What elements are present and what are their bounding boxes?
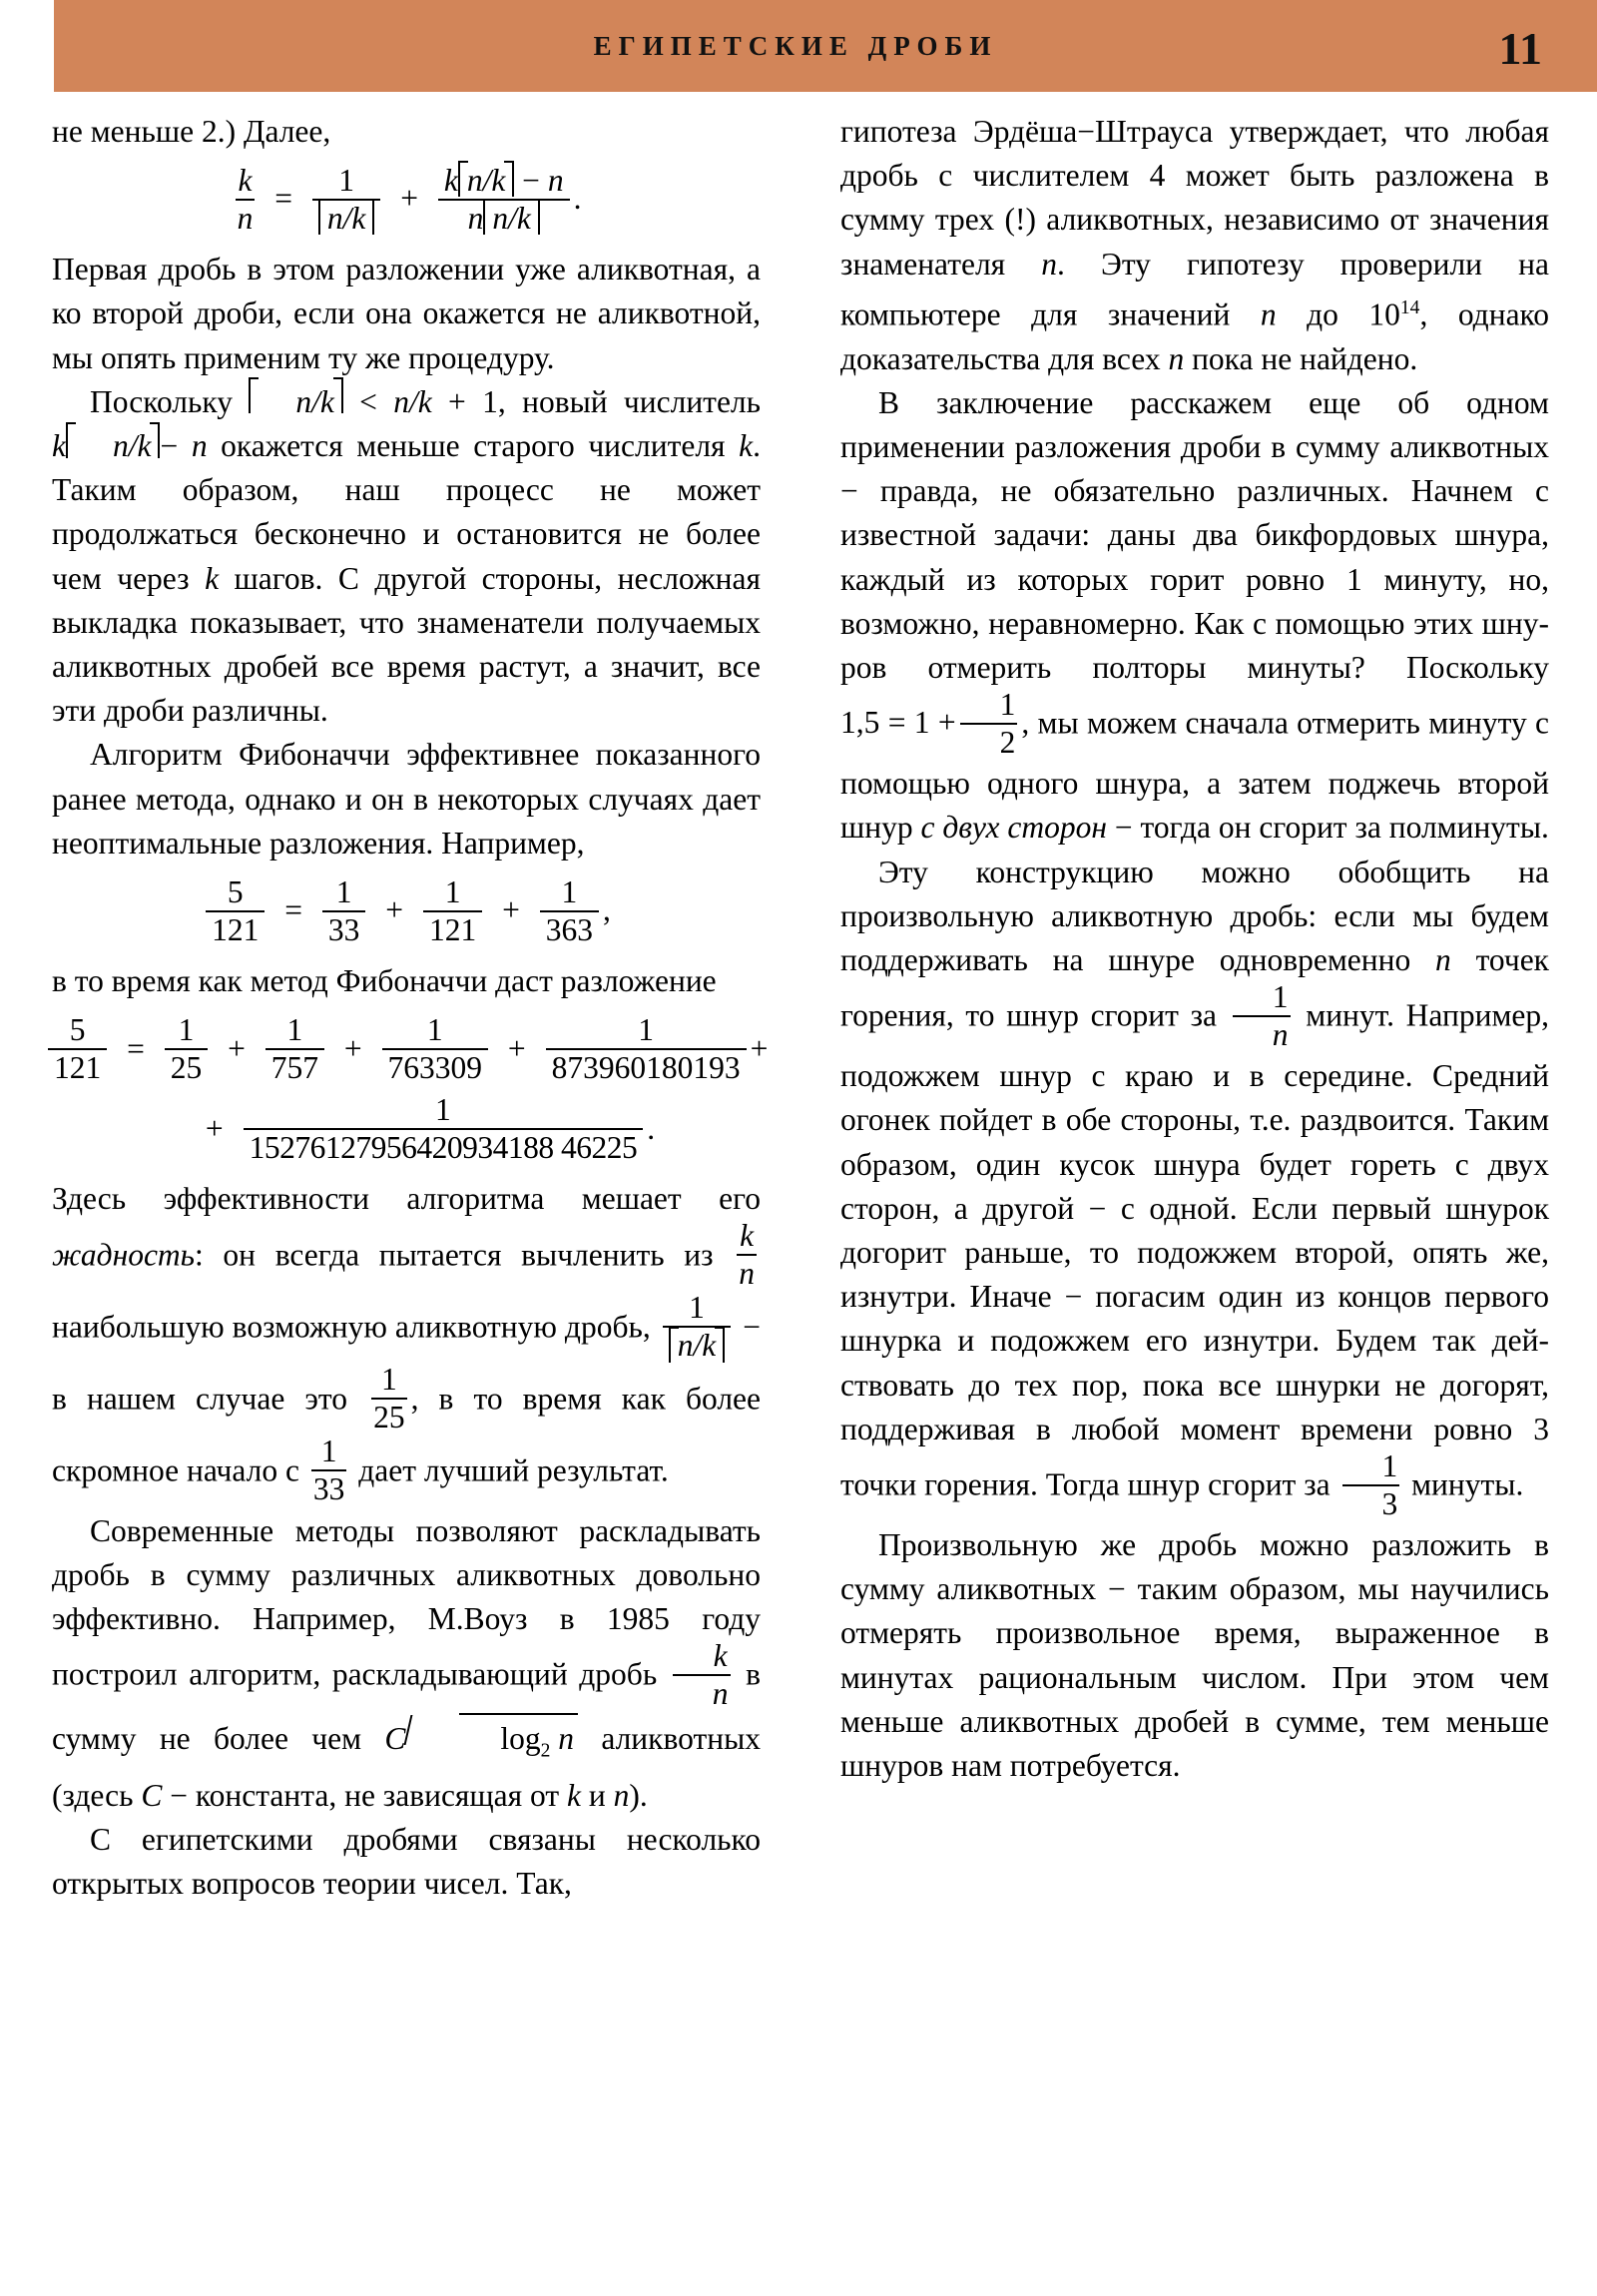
- paragraph-generalization: [840, 851, 1549, 1524]
- r1-exponent: 14: [1399, 296, 1420, 318]
- p7-text-a: Современные методы позволяют раскладывать дробь в сумму различных аликвотных довольно эффективно. Например, М.Воуз в 1985 году построил алгоритм, раскладывающий дробь: [52, 1512, 761, 1692]
- formula3-r1t0-den: 25: [170, 1049, 203, 1085]
- r2-text-c: − тогда он сгорит за полминуты.: [1107, 810, 1549, 846]
- formula3-r1t1-num: 1: [286, 1011, 303, 1047]
- inline-frac-1-33: [311, 1435, 347, 1506]
- p6-text-e: , в то время как более скромное начало с: [52, 1380, 761, 1487]
- formula3-plus-1: +: [228, 1030, 246, 1066]
- p7-var-c: C: [141, 1777, 163, 1813]
- paragraph-whereas-fibonacci: в то время как метод Фибоначчи даст разложение: [52, 963, 717, 999]
- r3-text-c: минут. Например, подожжем шнур с краю и в середине. Средний огонек пойдет в обе стороны, т.е. раздвоится. Таким образом, один кусок шнура будет гореть с двух сторон, а другой − с одной. Если первый шнурок догорит раньше, то подожжем второй, опять же, изнутри. Иначе − погасим один из концов первого шнурка и подожжем его изнутри. Будем так действовать до тех пор, пока все шнурки не догорят, поддерживая в любой момент времени ровно 3 точки горения. Тогда шнур сгорит за: [840, 997, 1549, 1502]
- r2-math-lhs: 1,5 = 1 +: [840, 705, 956, 741]
- formula2-t0-den: 33: [327, 911, 360, 947]
- p7-var-n: n: [613, 1777, 630, 1813]
- right-column: [840, 110, 1549, 1906]
- formula2-plus-1: +: [385, 892, 404, 928]
- ceiling-bracket: n/k: [483, 202, 539, 236]
- paragraph-greediness: [52, 1177, 761, 1508]
- inline-math-ceil-ineq: n/k < n/k + 1: [249, 384, 498, 419]
- body-columns: [0, 110, 1597, 1906]
- p7-text-e: и: [580, 1777, 614, 1813]
- p6-text-f: дает лучший результат.: [350, 1451, 669, 1487]
- formula2-lhs-den: 121: [212, 911, 260, 947]
- paragraph-fuses-problem: [840, 381, 1549, 851]
- r3-frac1-num: 1: [1272, 978, 1289, 1014]
- p6-text-a: Здесь эффективности алгоритма мешает его: [52, 1181, 761, 1217]
- r2-text-a: В заключение расскажем еще об одном применении разложения дроби в сумму аликвотных − правда, не обязательно различных. Начнем с известной задачи: даны два бикфордовых шнура, каждый из которых горит ровно 1 минуту, но, возможно, неравномерно. Как с помощью этих шнуров отмерить полторы минуты? Поскольку: [840, 384, 1549, 685]
- page-number: 11: [1498, 23, 1542, 74]
- formula-5-121-optimal: [52, 873, 761, 949]
- formula2-t1-den: 121: [428, 911, 477, 947]
- formula3-r1t1-den: 757: [270, 1049, 319, 1085]
- paragraph-first-fraction: Первая дробь в этом разложении уже аликвотная, а ко второй дроби, если она окажется не аликвотной, мы опять применим ту же процедуру.: [52, 252, 761, 375]
- r3-frac2-num: 1: [1381, 1447, 1398, 1483]
- inline-frac-k-n-2: [673, 1639, 731, 1711]
- paragraph-erdos-straus: [840, 110, 1549, 381]
- formula3-period: .: [647, 1110, 656, 1146]
- inline-frac-1-ceil: $\frac{1}{n/k}$: [663, 1291, 731, 1363]
- p6-frac4-den: 33: [312, 1471, 345, 1507]
- formula3-equals: =: [127, 1030, 145, 1066]
- p6-frac3-den: 25: [373, 1400, 405, 1435]
- r2-frac-den: 2: [999, 724, 1016, 760]
- formula2-t0-num: 1: [335, 873, 352, 909]
- paragraph-since: [52, 380, 761, 734]
- p3-text-d: . Таким образом, наш процесс не может продолжаться бесконечно и остановится не более чем через: [52, 428, 761, 596]
- formula1-plus: +: [400, 181, 418, 217]
- inline-frac-1-3: [1342, 1449, 1400, 1521]
- emphasis-both-ends: с двух сторон: [920, 810, 1107, 846]
- r3-frac2-den: 3: [1381, 1485, 1398, 1521]
- inline-math-c-sqrt-log: C $\log_2 n$: [384, 1721, 578, 1756]
- r1-var-n2: n: [1260, 296, 1277, 332]
- formula2-lhs-num: 5: [227, 873, 244, 909]
- formula3-r1t3-den: 873960180193: [551, 1049, 741, 1085]
- p7-var-k: k: [567, 1777, 581, 1813]
- formula2-t2-den: 363: [545, 911, 593, 947]
- inline-math-new-numerator: k n/k − n: [52, 428, 208, 463]
- formula1-lhs-num: k: [238, 162, 253, 198]
- r3-frac1-den: n: [1272, 1016, 1289, 1052]
- formula3-r2-den: 15276127956420934188 46225: [249, 1129, 638, 1165]
- inline-math-1-5: [840, 686, 1021, 760]
- p6-frac2-num: 1: [689, 1290, 705, 1326]
- inline-frac-k-n: [737, 1219, 757, 1291]
- r3-text-a: Эту конструкцию можно обобщить на произвольную аликвотную дробь: если мы будем поддерживать на шнуре одновременно: [840, 854, 1549, 977]
- ceiling-bracket: n/k: [318, 202, 374, 236]
- formula-5-121-fibonacci-row2: [92, 1091, 761, 1167]
- left-column: [52, 110, 769, 1906]
- running-header-band: [54, 0, 1597, 92]
- r1-text-e: пока не найдено.: [1184, 340, 1418, 376]
- p3-var-k2: k: [205, 560, 220, 596]
- paragraph-continuation: не меньше 2.) Далее,: [52, 114, 331, 149]
- paragraph-modern-methods: [52, 1509, 761, 1818]
- formula2-comma: ,: [602, 892, 611, 928]
- r3-text-b: точек горения, то шнур сгорит за: [840, 941, 1549, 1033]
- p3-text-a: Поскольку: [90, 383, 250, 419]
- r1-text-d: , однако доказательства для всех: [840, 296, 1549, 376]
- formula1-lhs-den: n: [237, 200, 254, 236]
- r2-frac-num: 1: [999, 686, 1016, 722]
- p6-frac1-den: n: [739, 1256, 755, 1292]
- p7-text-c: аликвотных (здесь: [52, 1721, 761, 1813]
- formula3-plus-3: +: [507, 1030, 526, 1066]
- r1-text-a: гипотеза Эрдёша−Штрауса утверждает, что любая дробь с числителем 4 может быть разложена в сумму трех (!) аликвотных, независимо от значения знаменателя: [840, 114, 1549, 282]
- p6-frac4-num: 1: [320, 1434, 337, 1469]
- formula3-r1t2-den: 763309: [387, 1049, 483, 1085]
- r1-text-b: . Эту гипотезу проверили на компьютере для значений: [840, 246, 1549, 332]
- p7-text-b: в сумму не более чем: [52, 1656, 761, 1757]
- p7-frac-num: k: [713, 1637, 728, 1673]
- p7-frac-den: n: [712, 1675, 729, 1711]
- formula-fibonacci-step: $\frac{k}{n}$ = $\frac{1}{n/k}$ + $\frac{\text{k n/k − n}}{\text{n n/k}}$ .: [237, 162, 582, 236]
- paragraph-open-questions: С египетскими дробями связаны несколько открытых вопросов теории чисел. Так,: [52, 1822, 761, 1902]
- formula3-row2-plus: +: [205, 1110, 224, 1146]
- p6-text-d: − в нашем случае это: [52, 1308, 761, 1416]
- formula3-r1t2-num: 1: [426, 1011, 443, 1047]
- p6-text-c: наибольшую возможную аликвотную дробь,: [52, 1308, 659, 1344]
- r1-text-c: до 10: [1276, 296, 1400, 332]
- p3-text-c: окажется меньше старого числителя: [207, 428, 740, 464]
- ceiling-bracket: n/k: [458, 164, 514, 198]
- p3-var-k: k: [739, 428, 754, 464]
- formula2-t2-num: 1: [561, 873, 578, 909]
- formula3-r2-num: 1: [435, 1091, 451, 1127]
- formula-5-121-fibonacci: [44, 1011, 769, 1087]
- p7-text-d: − константа, не зависящая от: [162, 1777, 567, 1813]
- inline-frac-1-n: [1233, 980, 1291, 1052]
- p3-text-e: шагов. С другой стороны, несложная выкладка показывает, что знаменатели получаемых аликвотных дробей все время растут, а значит, все эти дроби различны.: [52, 560, 761, 729]
- inline-frac-1-25: [371, 1363, 407, 1435]
- p7-text-f: ).: [629, 1777, 648, 1813]
- paragraph-conclusion: Произвольную же дробь можно разложить в сумму аликвотных − таким образом, мы научились отмерять произвольное время, выраженное в минутах рациональным числом. При этом чем меньше аликвотных дробей в сумме, тем меньше шнуров нам потребуется.: [840, 1527, 1549, 1784]
- paragraph-fibonacci-algorithm: Алгоритм Фибоначчи эффективнее показанного ранее метода, однако и он в некоторых случаях дает неоптимальные разложения. Например,: [52, 737, 761, 861]
- p6-frac3-num: 1: [380, 1362, 397, 1398]
- formula3-plus-2: +: [343, 1030, 362, 1066]
- p6-frac1-num: k: [740, 1218, 755, 1254]
- formula3-r1t3-num: 1: [638, 1011, 654, 1047]
- formula2-equals: =: [284, 892, 303, 928]
- formula1-period: .: [573, 181, 582, 217]
- r1-var-n1: n: [1041, 246, 1058, 282]
- formula3-plus-trailing: +: [750, 1030, 769, 1066]
- formula2-t1-num: 1: [444, 873, 461, 909]
- r2-text-b: , мы можем сначала отмерить минуту с помощью одного шнура, а затем поджечь второй шнур: [840, 705, 1549, 846]
- formula3-r1t0-num: 1: [178, 1011, 195, 1047]
- formula3-lhs-num: 5: [69, 1011, 86, 1047]
- r3-text-d: минуты.: [1403, 1466, 1524, 1502]
- r3-var-n: n: [1435, 941, 1451, 977]
- running-header-title: ЕГИПЕТСКИЕ ДРОБИ: [593, 30, 998, 61]
- p3-text-b: , новый числитель: [497, 383, 762, 419]
- formula1-equals: =: [274, 181, 292, 217]
- formula2-plus-2: +: [502, 892, 520, 928]
- formula3-lhs-den: 121: [54, 1049, 102, 1085]
- emphasis-greediness: жадность: [52, 1236, 196, 1272]
- p6-text-b: : он всегда пытается вычленить из: [195, 1236, 734, 1272]
- formula1-t1-num: 1: [338, 162, 354, 198]
- r1-var-n3: n: [1168, 340, 1185, 376]
